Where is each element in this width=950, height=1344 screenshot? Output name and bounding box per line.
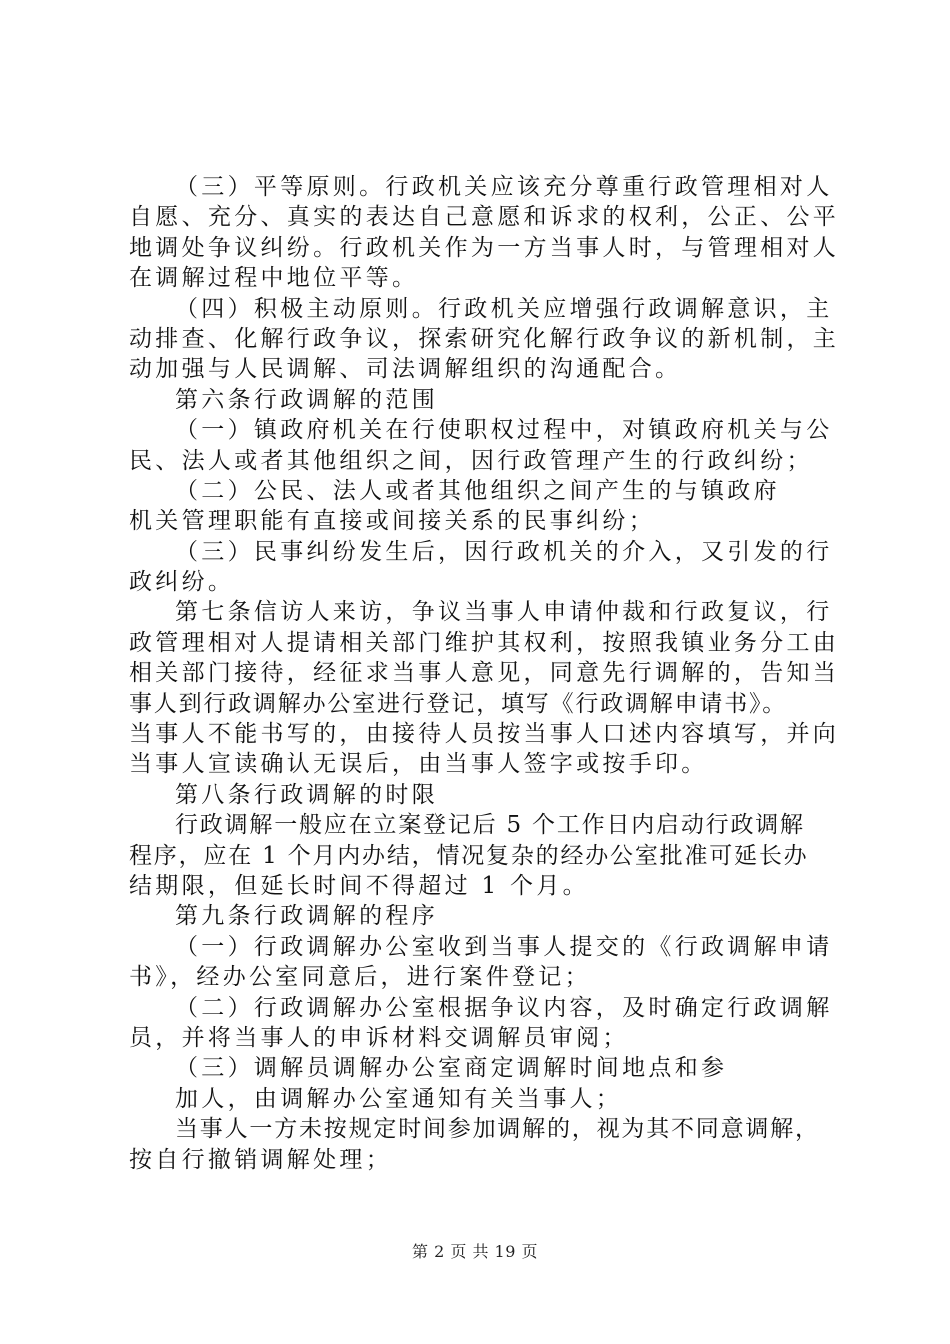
text-line: 政纠纷。 [129, 569, 235, 596]
text-line: 相关部门接待，经征求当事人意见，同意先行调解的，告知当 [129, 660, 840, 687]
text-line: 在调解过程中地位平等。 [129, 265, 419, 292]
text-line: 当事人一方未按规定时间参加调解的，视为其不同意调解， [175, 1116, 820, 1143]
page-number-footer: 第 2 页 共 19 页 [412, 1242, 538, 1261]
text-line: 当事人宣读确认无误后，由当事人签字或按手印。 [129, 751, 708, 778]
text-line: 事人到行政调解办公室进行登记，填写《行政调解申请书》。 [129, 690, 788, 717]
text-line: 按自行撤销调解处理； [129, 1146, 392, 1173]
text-line: 当事人不能书写的，由接待人员按当事人口述内容填写，并向 [129, 721, 840, 748]
text-line: 政管理相对人提请相关部门维护其权利，按照我镇业务分工由 [129, 629, 840, 656]
text-line: 动加强与人民调解、司法调解组织的沟通配合。 [129, 356, 682, 383]
text-line: （三）调解员调解办公室商定调解时间地点和参 [175, 1055, 728, 1082]
section-heading: 第八条行政调解的时限 [175, 781, 438, 808]
text-line: 行政调解一般应在立案登记后 5 个工作日内启动行政调解 [175, 812, 805, 839]
text-line: 员，并将当事人的申诉材料交调解员审阅； [129, 1024, 629, 1051]
text-line: （二）行政调解办公室根据争议内容，及时确定行政调解 [175, 994, 833, 1021]
text-line: 民、法人或者其他组织之间，因行政管理产生的行政纠纷； [129, 447, 813, 474]
document-body [129, 172, 840, 1175]
text-line: 书》，经办公室同意后，进行案件登记； [129, 964, 591, 991]
text-line: 自愿、充分、真实的表达自己意愿和诉求的权利，公正、公平 [129, 204, 840, 231]
text-line: （一）行政调解办公室收到当事人提交的《行政调解申请 [175, 933, 833, 960]
text-line: 结期限，但延长时间不得超过 1 个月。 [129, 872, 589, 899]
text-line: 第七条信访人来访，争议当事人申请仲裁和行政复议，行 [175, 599, 833, 626]
text-line: 程序，应在 1 个月内办结，情况复杂的经办公室批准可延长办 [129, 842, 809, 869]
text-line: 机关管理职能有直接或间接关系的民事纠纷； [129, 508, 655, 535]
text-line: 加人，由调解办公室通知有关当事人； [175, 1085, 623, 1112]
text-line: （三）平等原则。行政机关应该充分尊重行政管理相对人 [175, 174, 833, 200]
text-line: （三）民事纠纷发生后，因行政机关的介入，又引发的行 [175, 538, 833, 565]
text-line: （一）镇政府机关在行使职权过程中，对镇政府机关与公 [175, 417, 833, 444]
text-line: 动排查、化解行政争议，探索研究化解行政争议的新机制，主 [129, 325, 840, 352]
text-line: （四）积极主动原则。行政机关应增强行政调解意识，主 [175, 295, 833, 322]
text-line: 地调处争议纠纷。行政机关作为一方当事人时，与管理相对人 [129, 234, 840, 261]
section-heading: 第九条行政调解的程序 [175, 903, 438, 930]
section-heading: 第六条行政调解的范围 [175, 386, 438, 413]
text-line: （二）公民、法人或者其他组织之间产生的与镇政府 [175, 477, 780, 504]
